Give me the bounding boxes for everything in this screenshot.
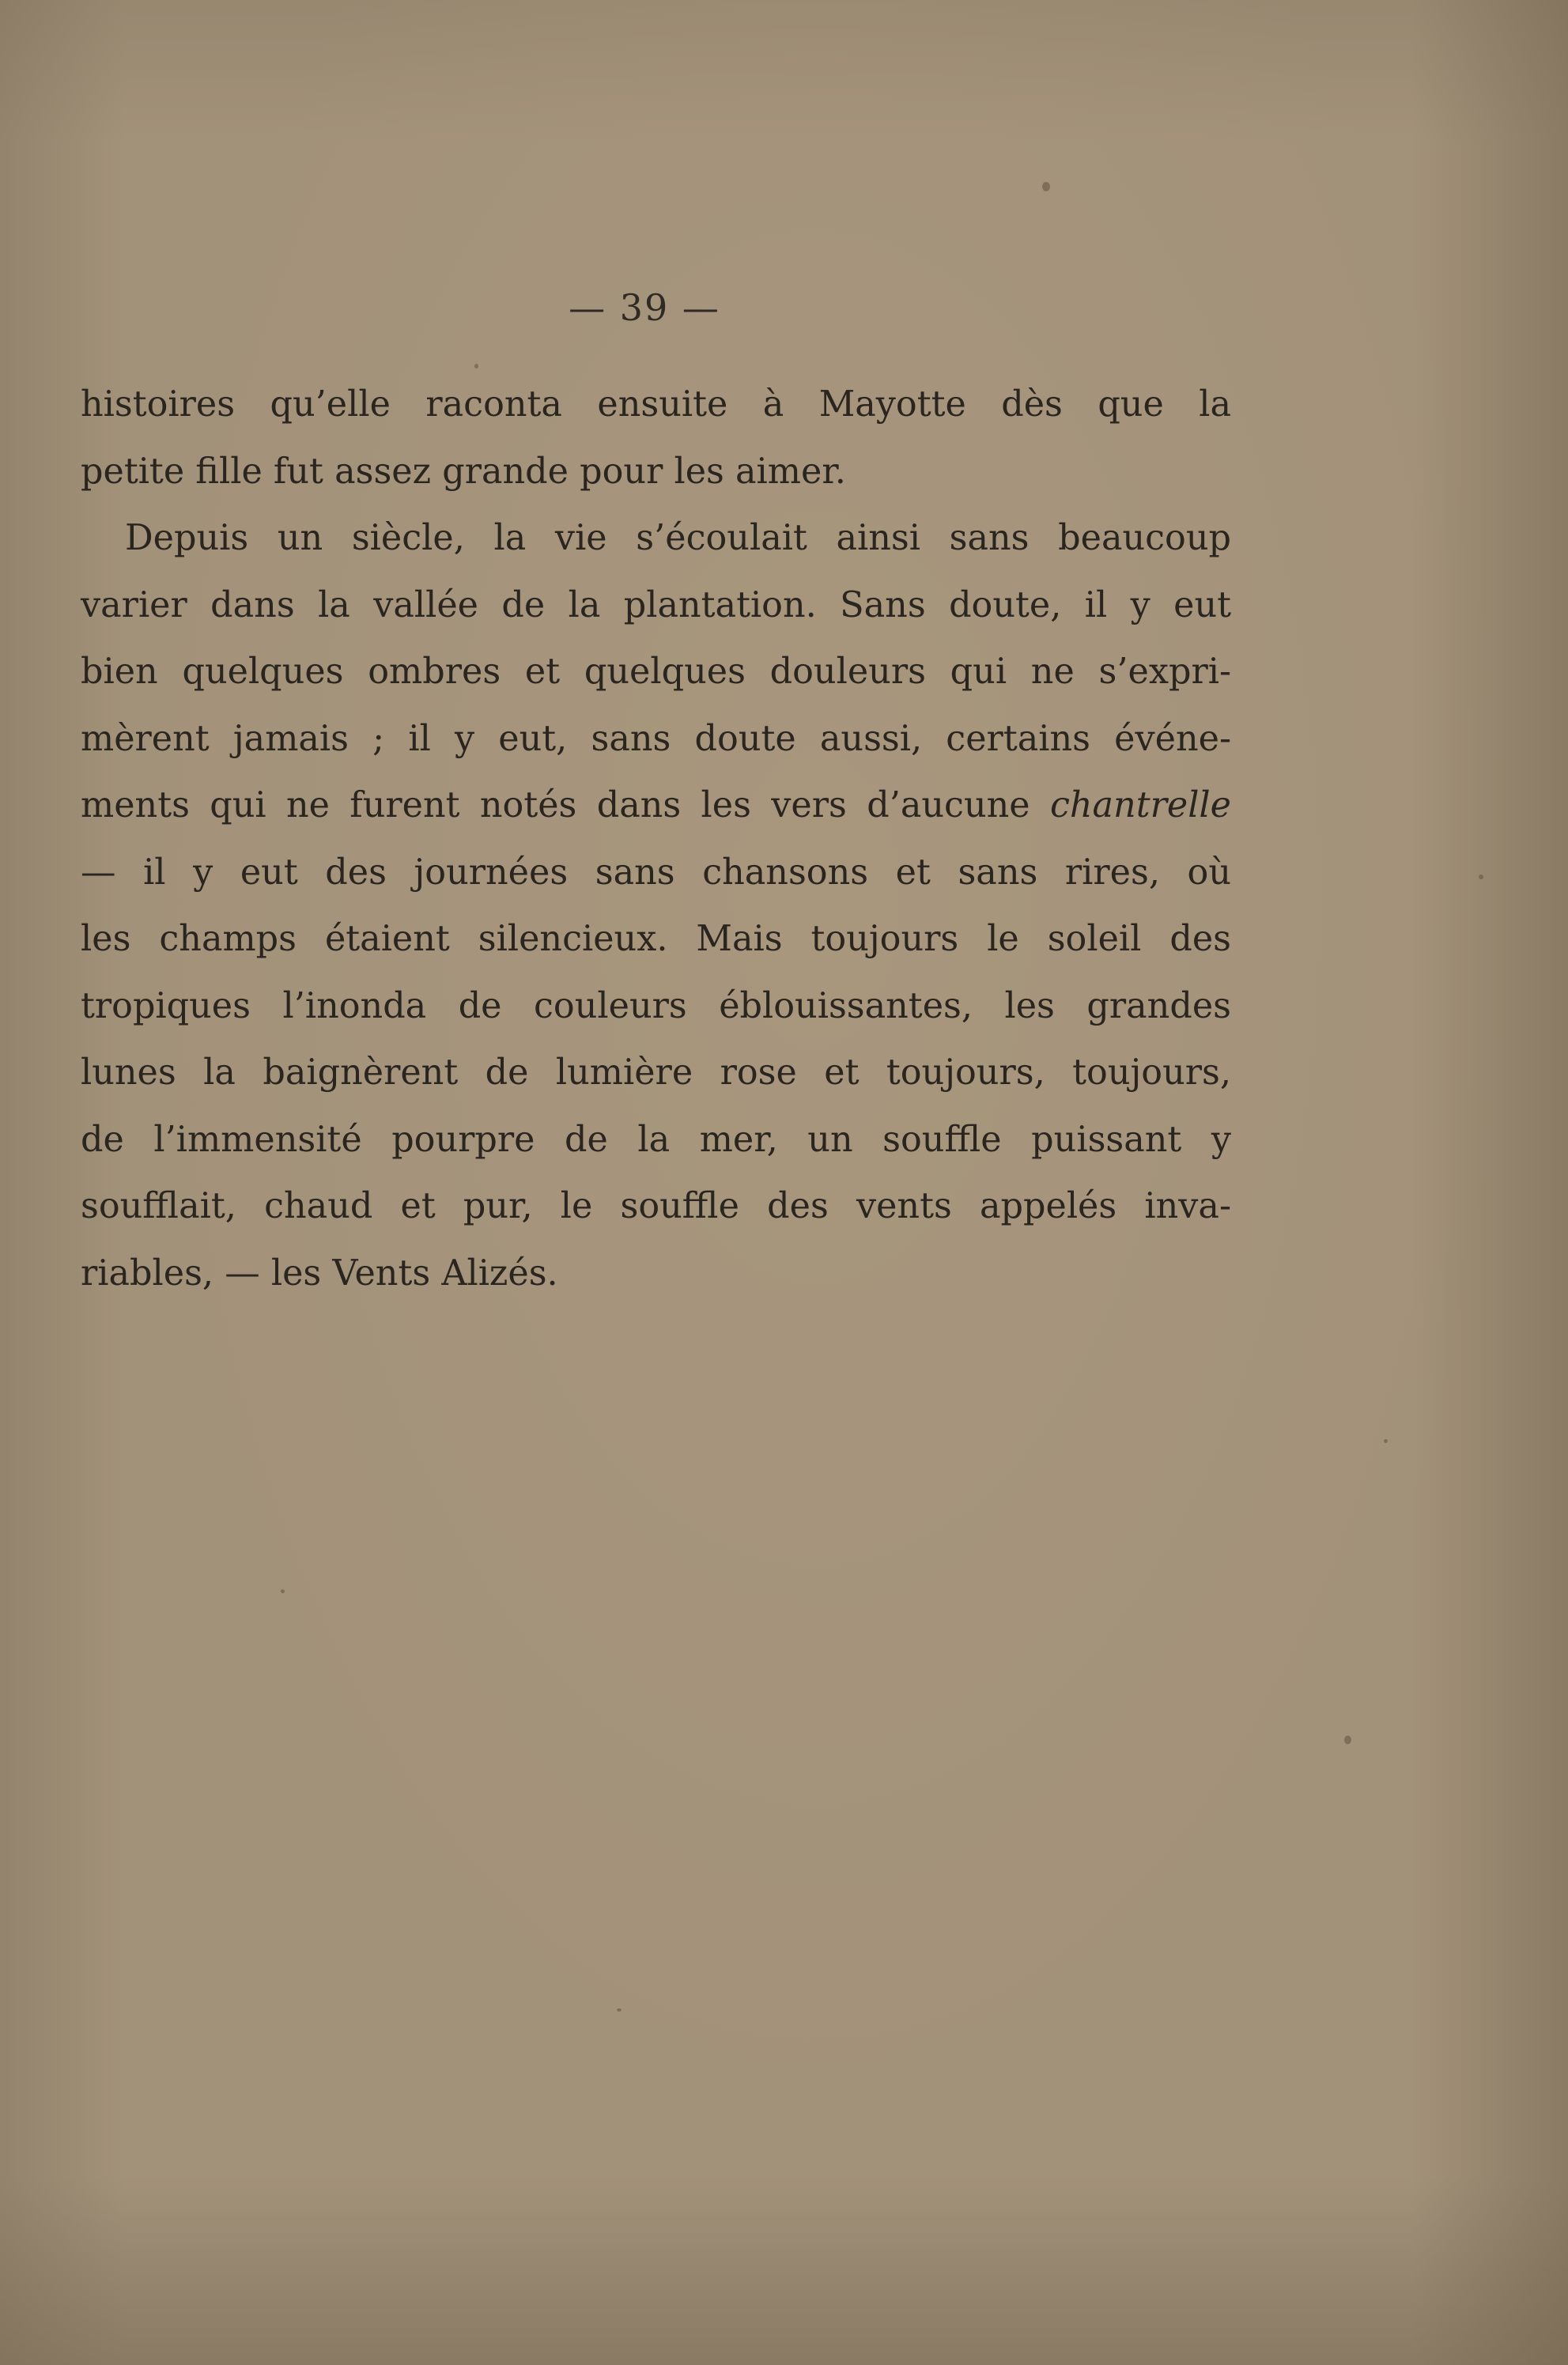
text-line: Depuis un siècle, la vie s’écoulait ainsi sans beaucoup (125, 518, 1231, 558)
page-number: — 39 — (569, 286, 720, 329)
text-line: mèrent jamais ; il y eut, sans doute aussi, certains événe- (81, 718, 1231, 759)
text-line: riables, — les Vents Alizés. (81, 1252, 558, 1294)
paper-speck (281, 1589, 285, 1593)
text-line: lunes la baignèrent de lumière rose et toujours, toujours, (81, 1052, 1231, 1093)
text-line: — il y eut des journées sans chansons et sans rires, où (81, 852, 1231, 893)
text-segment: ments qui ne furent notés dans les vers d’aucune (81, 785, 1050, 825)
paper-speck (1479, 875, 1483, 879)
text-line: de l’immensité pourpre de la mer, un souffle puissant y (81, 1119, 1231, 1160)
paper-speck (1384, 1439, 1388, 1443)
text-line: tropiques l’inonda de couleurs éblouissantes, les grandes (81, 985, 1231, 1026)
paper-speck (1042, 182, 1050, 191)
paper-speck (1344, 1736, 1351, 1744)
italic-word: chantrelle (1049, 785, 1231, 825)
text-line: petite fille fut assez grande pour les aimer. (81, 451, 846, 492)
body-text (81, 372, 1231, 1307)
text-line: bien quelques ombres et quelques douleurs qui ne s’expri- (81, 652, 1231, 692)
text-line: soufflait, chaud et pur, le souffle des vents appelés inva- (81, 1186, 1231, 1226)
text-line: varier dans la vallée de la plantation. Sans doute, il y eut (81, 584, 1231, 625)
text-line-with-italic (81, 773, 1231, 840)
text-line: histoires qu’elle raconta ensuite à Mayotte dès que la (81, 384, 1231, 425)
paper-speck (474, 364, 478, 368)
paper-speck (617, 2008, 622, 2012)
text-line: les champs étaient silencieux. Mais toujours le soleil des (81, 919, 1231, 959)
